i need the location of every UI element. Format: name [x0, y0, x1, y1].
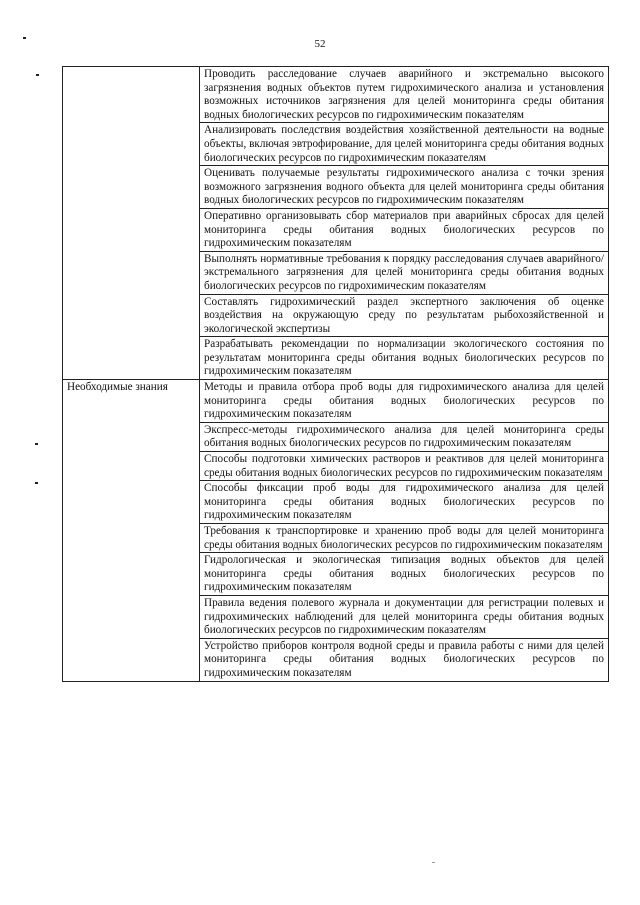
competency-table [62, 66, 609, 682]
skill-item: Выполнять нормативные требования к порядку расследования случаев аварийного/экстремального загрязнения для целей мониторинга среды обитания водных биологических ресурсов по гидрохимическим показателям [200, 251, 609, 294]
skill-item: Составлять гидрохимический раздел экспертного заключения об оценке воздействия на окружающую среду по результатам рыбохозяйственной и экологической экспертизы [200, 294, 609, 337]
scan-mark [35, 443, 38, 445]
section-label-cell [63, 67, 200, 380]
skill-item: Анализировать последствия воздействия хозяйственной деятельности на водные объекты, включая эвтрофирование, для целей мониторинга среды обитания водных биологических ресурсов по гидрохимическим показателям [200, 123, 609, 166]
knowledge-item: Способы подготовки химических растворов и реактивов для целей мониторинга среды обитания водных биологических ресурсов по гидрохимическим показателям [200, 452, 609, 481]
table-row [63, 67, 609, 123]
knowledge-item: Гидрологическая и экологическая типизация водных объектов для целей мониторинга среды обитания водных биологических ресурсов по гидрохимическим показателям [200, 553, 609, 596]
skill-item: Проводить расследование случаев аварийного и экстремально высокого загрязнения водных объектов путем гидрохимического анализа и установления возможных источников загрязнения для целей мониторинга среды обитания водных биологических ресурсов по гидрохимическим показателям [200, 67, 609, 123]
knowledge-item: Требования к транспортировке и хранению проб воды для целей мониторинга среды обитания водных биологических ресурсов по гидрохимическим показателям [200, 524, 609, 553]
knowledge-item: Правила ведения полевого журнала и документации для регистрации полевых и гидрохимических наблюдений для целей мониторинга среды обитания водных биологических ресурсов по гидрохимическим показателям [200, 595, 609, 638]
knowledge-item: Устройство приборов контроля водной среды и правила работы с ними для целей мониторинга среды обитания водных биологических ресурсов по гидрохимическим показателям [200, 638, 609, 681]
section-label-required-knowledge: Необходимые знания [63, 380, 200, 681]
skill-item: Оперативно организовывать сбор материалов при аварийных сбросах для целей мониторинга среды обитания водных биологических ресурсов по гидрохимическим показателям [200, 208, 609, 251]
knowledge-item: Методы и правила отбора проб воды для гидрохимического анализа для целей мониторинга среды обитания водных биологических ресурсов по гидрохимическим показателям [200, 380, 609, 423]
page-number: 52 [314, 38, 326, 50]
scan-mark [23, 37, 26, 39]
table-row [63, 380, 609, 423]
scan-mark [432, 862, 435, 863]
skill-item: Разрабатывать рекомендации по нормализации экологического состояния по результатам мониторинга среды обитания водных биологических ресурсов по гидрохимическим показателям [200, 337, 609, 380]
knowledge-item: Способы фиксации проб воды для гидрохимического анализа для целей мониторинга среды обитания водных биологических ресурсов по гидрохимическим показателям [200, 481, 609, 524]
scan-mark [35, 482, 38, 484]
skill-item: Оценивать получаемые результаты гидрохимического анализа с точки зрения возможного загрязнения водного объекта для целей мониторинга среды обитания водных биологических ресурсов по гидрохимическим показателям [200, 166, 609, 209]
scan-mark [36, 74, 39, 76]
knowledge-item: Экспресс-методы гидрохимического анализа для целей мониторинга среды обитания водных биологических ресурсов по гидрохимическим показателям [200, 422, 609, 451]
